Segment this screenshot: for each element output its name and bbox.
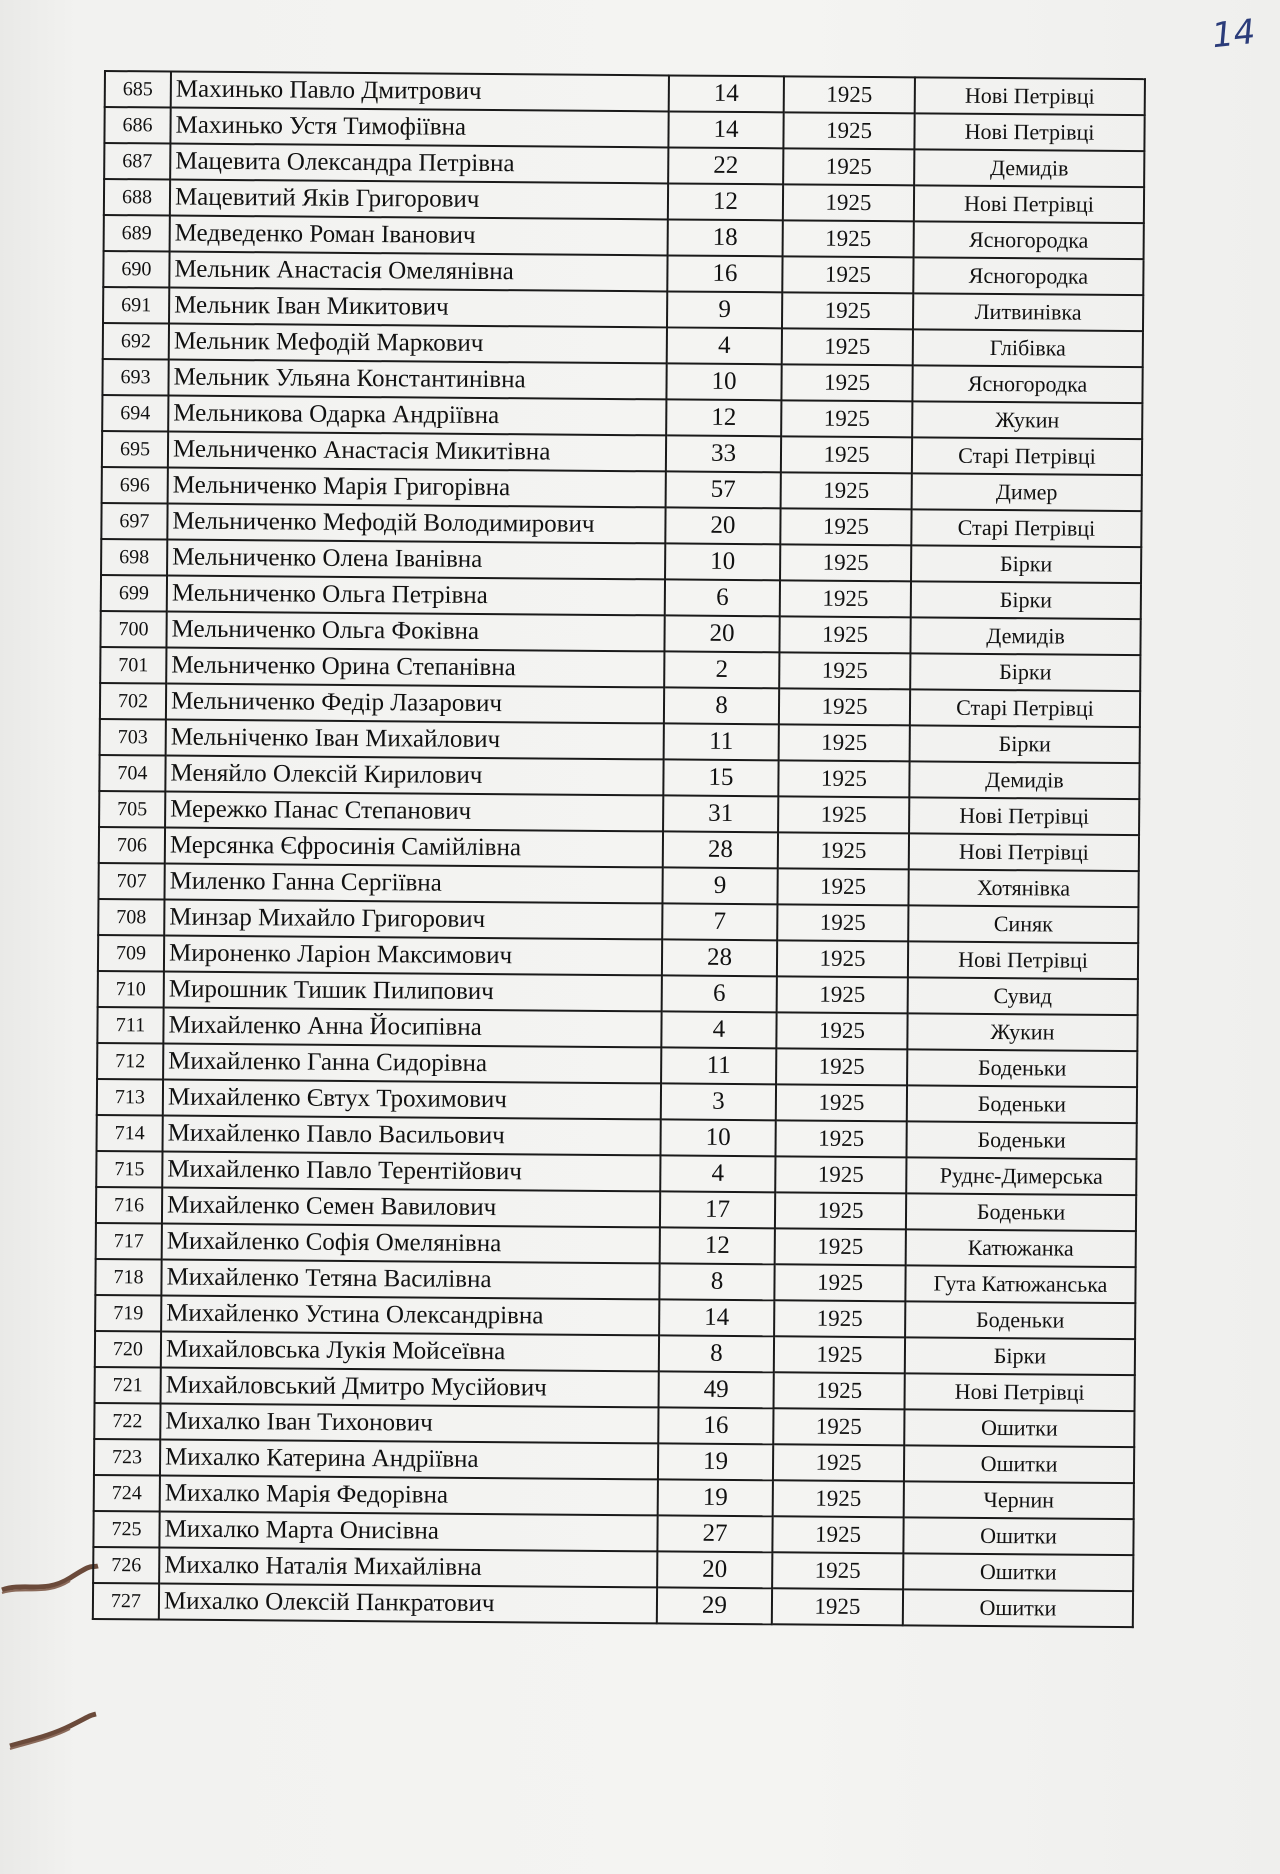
person-name: Махинько Устя Тимофіївна xyxy=(170,108,668,148)
village-cell: Ясногородка xyxy=(914,221,1144,259)
village-cell: Ошитки xyxy=(903,1517,1133,1555)
village-cell: Катюжанка xyxy=(906,1229,1136,1267)
age-cell: 4 xyxy=(660,1155,775,1192)
village-cell: Ясногородка xyxy=(913,257,1143,295)
village-cell: Бірки xyxy=(910,725,1140,763)
village-cell: Боденьки xyxy=(907,1085,1137,1123)
person-name: Мельникова Одарка Андріївна xyxy=(168,396,666,436)
year-cell: 1925 xyxy=(773,1480,904,1517)
binding-thread xyxy=(0,1710,100,1750)
year-cell: 1925 xyxy=(775,1192,906,1229)
row-number: 716 xyxy=(96,1187,162,1224)
age-cell: 17 xyxy=(660,1191,775,1228)
row-number: 717 xyxy=(96,1223,162,1260)
person-name: Михалко Марта Онисівна xyxy=(159,1511,657,1551)
person-name: Мирошник Тишик Пилипович xyxy=(164,971,662,1011)
row-number: 719 xyxy=(95,1295,161,1332)
village-cell: Бірки xyxy=(911,545,1141,583)
row-number: 690 xyxy=(103,251,169,288)
age-cell: 12 xyxy=(666,399,781,436)
year-cell: 1925 xyxy=(773,1444,904,1481)
row-number: 710 xyxy=(98,971,164,1008)
age-cell: 11 xyxy=(664,723,779,760)
year-cell: 1925 xyxy=(782,256,913,293)
village-cell: Демидів xyxy=(909,761,1139,799)
village-cell: Жукин xyxy=(907,1013,1137,1051)
age-cell: 15 xyxy=(663,759,778,796)
year-cell: 1925 xyxy=(776,1012,907,1049)
person-name: Мацевитий Яків Григорович xyxy=(170,180,668,220)
row-number: 713 xyxy=(97,1079,163,1116)
village-cell: Нові Петрівці xyxy=(914,113,1144,151)
age-cell: 20 xyxy=(665,507,780,544)
age-cell: 19 xyxy=(658,1443,773,1480)
row-number: 701 xyxy=(100,647,166,684)
person-name: Михалко Катерина Андріївна xyxy=(160,1439,658,1479)
row-number: 689 xyxy=(104,215,170,252)
age-cell: 10 xyxy=(666,363,781,400)
row-number: 724 xyxy=(94,1475,160,1512)
age-cell: 8 xyxy=(659,1263,774,1300)
age-cell: 6 xyxy=(665,579,780,616)
year-cell: 1925 xyxy=(776,1084,907,1121)
row-number: 696 xyxy=(102,467,168,504)
village-cell: Ошитки xyxy=(904,1409,1134,1447)
row-number: 700 xyxy=(100,611,166,648)
person-name: Мельниченко Федір Лазарович xyxy=(166,684,664,724)
person-name: Михайленко Устина Олександрівна xyxy=(161,1295,659,1335)
age-cell: 2 xyxy=(664,651,779,688)
village-cell: Ошитки xyxy=(903,1589,1133,1627)
age-cell: 12 xyxy=(660,1227,775,1264)
age-cell: 9 xyxy=(662,867,777,904)
year-cell: 1925 xyxy=(780,580,911,617)
age-cell: 29 xyxy=(657,1587,772,1624)
year-cell: 1925 xyxy=(779,724,910,761)
year-cell: 1925 xyxy=(777,904,908,941)
row-number: 692 xyxy=(103,323,169,360)
year-cell: 1925 xyxy=(777,976,908,1013)
row-number: 685 xyxy=(105,71,171,108)
year-cell: 1925 xyxy=(775,1156,906,1193)
age-cell: 19 xyxy=(658,1479,773,1516)
year-cell: 1925 xyxy=(782,292,913,329)
year-cell: 1925 xyxy=(783,112,914,149)
row-number: 720 xyxy=(95,1331,161,1368)
row-number: 705 xyxy=(99,791,165,828)
age-cell: 16 xyxy=(667,255,782,292)
village-cell: Нові Петрівці xyxy=(909,797,1139,835)
table-row xyxy=(93,1583,1133,1627)
age-cell: 9 xyxy=(667,291,782,328)
year-cell: 1925 xyxy=(776,1048,907,1085)
year-cell: 1925 xyxy=(781,400,912,437)
age-cell: 10 xyxy=(665,543,780,580)
row-number: 702 xyxy=(100,683,166,720)
year-cell: 1925 xyxy=(773,1408,904,1445)
person-name: Мельниченко Орина Степанівна xyxy=(166,648,664,688)
village-cell: Старі Петрівці xyxy=(911,509,1141,547)
table-body xyxy=(93,71,1145,1627)
age-cell: 8 xyxy=(664,687,779,724)
year-cell: 1925 xyxy=(782,328,913,365)
person-name: Михайленко Павло Терентійович xyxy=(162,1151,660,1191)
row-number: 691 xyxy=(103,287,169,324)
age-cell: 49 xyxy=(659,1371,774,1408)
village-cell: Сувид xyxy=(908,977,1138,1015)
age-cell: 12 xyxy=(668,183,783,220)
year-cell: 1925 xyxy=(783,184,914,221)
year-cell: 1925 xyxy=(774,1300,905,1337)
row-number: 721 xyxy=(95,1367,161,1404)
age-cell: 27 xyxy=(657,1515,772,1552)
year-cell: 1925 xyxy=(775,1120,906,1157)
age-cell: 8 xyxy=(659,1335,774,1372)
person-name: Мельник Іван Микитович xyxy=(169,288,667,328)
row-number: 709 xyxy=(98,935,164,972)
person-name: Мельниченко Мефодій Володимирович xyxy=(167,504,665,544)
row-number: 704 xyxy=(99,755,165,792)
year-cell: 1925 xyxy=(778,760,909,797)
village-cell: Димер xyxy=(912,473,1142,511)
year-cell: 1925 xyxy=(784,76,915,113)
row-number: 711 xyxy=(97,1007,163,1044)
handwritten-page-number: 14 xyxy=(1210,11,1258,57)
year-cell: 1925 xyxy=(779,688,910,725)
row-number: 697 xyxy=(101,503,167,540)
village-cell: Гута Катюжанська xyxy=(905,1265,1135,1303)
year-cell: 1925 xyxy=(780,544,911,581)
row-number: 708 xyxy=(98,899,164,936)
village-cell: Нові Петрівці xyxy=(909,833,1139,871)
year-cell: 1925 xyxy=(783,148,914,185)
age-cell: 31 xyxy=(663,795,778,832)
row-number: 725 xyxy=(93,1511,159,1548)
row-number: 694 xyxy=(102,395,168,432)
person-name: Махинько Павло Дмитрович xyxy=(171,72,669,112)
row-number: 715 xyxy=(96,1151,162,1188)
village-cell: Чернин xyxy=(904,1481,1134,1519)
row-number: 727 xyxy=(93,1583,159,1620)
person-name: Минзар Михайло Григорович xyxy=(164,900,662,940)
village-cell: Боденьки xyxy=(905,1301,1135,1339)
village-cell: Глібівка xyxy=(913,329,1143,367)
year-cell: 1925 xyxy=(774,1264,905,1301)
age-cell: 14 xyxy=(669,75,784,112)
age-cell: 3 xyxy=(661,1083,776,1120)
row-number: 687 xyxy=(104,143,170,180)
village-cell: Ошитки xyxy=(903,1553,1133,1591)
person-name: Михайленко Анна Йосипівна xyxy=(163,1007,661,1047)
year-cell: 1925 xyxy=(778,832,909,869)
year-cell: 1925 xyxy=(780,508,911,545)
person-name: Мельниченко Олена Іванівна xyxy=(167,540,665,580)
village-cell: Старі Петрівці xyxy=(910,689,1140,727)
person-name: Мельник Мефодій Маркович xyxy=(169,324,667,364)
row-number: 703 xyxy=(100,719,166,756)
village-cell: Боденьки xyxy=(907,1049,1137,1087)
person-name: Михайленко Софія Омелянівна xyxy=(162,1223,660,1263)
victims-registry-table xyxy=(92,70,1146,1628)
village-cell: Бірки xyxy=(905,1337,1135,1375)
year-cell: 1925 xyxy=(781,436,912,473)
row-number: 726 xyxy=(93,1547,159,1584)
village-cell: Бірки xyxy=(911,581,1141,619)
village-cell: Руднє-Димерська xyxy=(906,1157,1136,1195)
person-name: Мельниченко Анастасія Микитівна xyxy=(168,432,666,472)
age-cell: 20 xyxy=(664,615,779,652)
person-name: Мельниченко Ольга Петрівна xyxy=(167,576,665,616)
village-cell: Нові Петрівці xyxy=(915,77,1145,115)
person-name: Мельніченко Іван Михайлович xyxy=(166,720,664,760)
age-cell: 7 xyxy=(662,903,777,940)
person-name: Михайловська Лукія Мойсеївна xyxy=(161,1331,659,1371)
village-cell: Ясногородка xyxy=(912,365,1142,403)
person-name: Мельниченко Ольга Фоківна xyxy=(166,612,664,652)
row-number: 714 xyxy=(97,1115,163,1152)
age-cell: 10 xyxy=(660,1119,775,1156)
person-name: Михайленко Павло Васильович xyxy=(163,1115,661,1155)
year-cell: 1925 xyxy=(778,796,909,833)
age-cell: 22 xyxy=(668,147,783,184)
person-name: Михайленко Тетяна Василівна xyxy=(161,1259,659,1299)
year-cell: 1925 xyxy=(772,1588,903,1625)
year-cell: 1925 xyxy=(781,364,912,401)
person-name: Михалко Олексій Панкратович xyxy=(159,1583,657,1623)
row-number: 695 xyxy=(102,431,168,468)
row-number: 699 xyxy=(101,575,167,612)
person-name: Мельник Ульяна Константинівна xyxy=(168,360,666,400)
row-number: 688 xyxy=(104,179,170,216)
year-cell: 1925 xyxy=(772,1516,903,1553)
year-cell: 1925 xyxy=(777,940,908,977)
person-name: Михайловський Дмитро Мусійович xyxy=(161,1367,659,1407)
village-cell: Бірки xyxy=(910,653,1140,691)
year-cell: 1925 xyxy=(777,868,908,905)
village-cell: Боденьки xyxy=(906,1193,1136,1231)
person-name: Мацевита Олександра Петрівна xyxy=(170,144,668,184)
village-cell: Синяк xyxy=(908,905,1138,943)
village-cell: Нові Петрівці xyxy=(914,185,1144,223)
age-cell: 14 xyxy=(668,111,783,148)
person-name: Мельниченко Марія Григорівна xyxy=(168,468,666,508)
binding-thread xyxy=(0,1560,100,1600)
person-name: Мельник Анастасія Омелянівна xyxy=(169,252,667,292)
village-cell: Демидів xyxy=(910,617,1140,655)
person-name: Михайленко Ганна Сидорівна xyxy=(163,1043,661,1083)
year-cell: 1925 xyxy=(779,616,910,653)
row-number: 706 xyxy=(99,827,165,864)
year-cell: 1925 xyxy=(772,1552,903,1589)
year-cell: 1925 xyxy=(781,472,912,509)
row-number: 707 xyxy=(98,863,164,900)
row-number: 722 xyxy=(94,1403,160,1440)
village-cell: Демидів xyxy=(914,149,1144,187)
person-name: Мережко Панас Степанович xyxy=(165,792,663,832)
person-name: Михайленко Семен Вавилович xyxy=(162,1187,660,1227)
age-cell: 57 xyxy=(666,471,781,508)
village-cell: Боденьки xyxy=(906,1121,1136,1159)
year-cell: 1925 xyxy=(775,1228,906,1265)
age-cell: 4 xyxy=(667,327,782,364)
age-cell: 14 xyxy=(659,1299,774,1336)
age-cell: 28 xyxy=(663,831,778,868)
year-cell: 1925 xyxy=(783,220,914,257)
village-cell: Нові Петрівці xyxy=(905,1373,1135,1411)
village-cell: Жукин xyxy=(912,401,1142,439)
person-name: Медведенко Роман Іванович xyxy=(170,216,668,256)
year-cell: 1925 xyxy=(774,1336,905,1373)
row-number: 686 xyxy=(104,107,170,144)
village-cell: Нові Петрівці xyxy=(908,941,1138,979)
person-name: Михалко Марія Федорівна xyxy=(160,1475,658,1515)
age-cell: 20 xyxy=(657,1551,772,1588)
person-name: Меняйло Олексій Кирилович xyxy=(165,756,663,796)
village-cell: Литвинівка xyxy=(913,293,1143,331)
village-cell: Ошитки xyxy=(904,1445,1134,1483)
person-name: Мерсянка Єфросинія Самійлівна xyxy=(165,828,663,868)
person-name: Михайленко Євтух Трохимович xyxy=(163,1079,661,1119)
age-cell: 28 xyxy=(662,939,777,976)
village-cell: Хотянівка xyxy=(908,869,1138,907)
age-cell: 33 xyxy=(666,435,781,472)
person-name: Михалко Іван Тихонович xyxy=(160,1403,658,1443)
age-cell: 6 xyxy=(662,975,777,1012)
village-cell: Старі Петрівці xyxy=(912,437,1142,475)
person-name: Мироненко Ларіон Максимович xyxy=(164,935,662,975)
row-number: 723 xyxy=(94,1439,160,1476)
row-number: 698 xyxy=(101,539,167,576)
year-cell: 1925 xyxy=(779,652,910,689)
row-number: 718 xyxy=(95,1259,161,1296)
row-number: 712 xyxy=(97,1043,163,1080)
age-cell: 4 xyxy=(661,1011,776,1048)
row-number: 693 xyxy=(102,359,168,396)
person-name: Миленко Ганна Сергіївна xyxy=(164,864,662,904)
person-name: Михалко Наталія Михайлівна xyxy=(159,1547,657,1587)
year-cell: 1925 xyxy=(774,1372,905,1409)
age-cell: 16 xyxy=(658,1407,773,1444)
age-cell: 18 xyxy=(668,219,783,256)
age-cell: 11 xyxy=(661,1047,776,1084)
